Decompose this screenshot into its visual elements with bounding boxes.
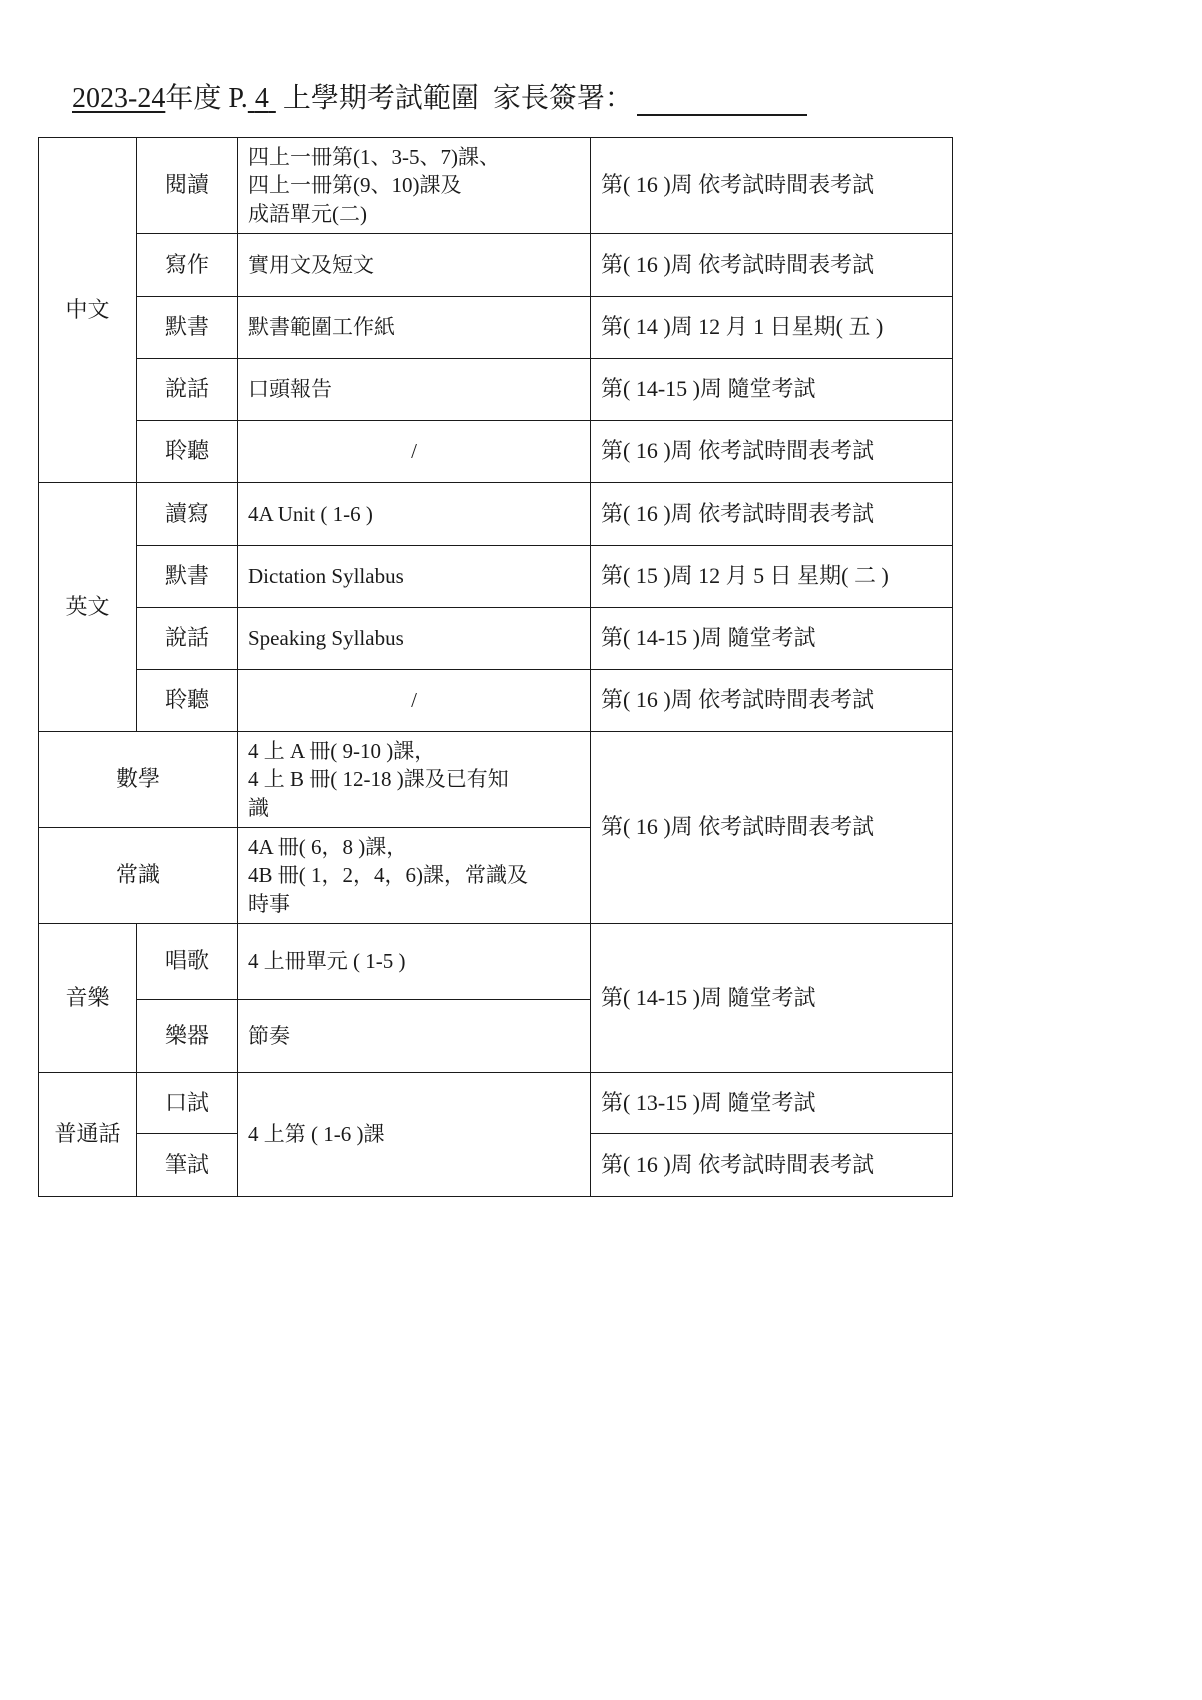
grade: 4 [254, 83, 269, 114]
time-cell: 第( 16 )周 依考試時間表考試 [591, 421, 953, 483]
sub-reading: 閱讀 [137, 138, 238, 234]
scope-cell: 4 上 A 冊( 9-10 )課， 4 上 B 冊( 12-18 )課及已有知 識 [238, 732, 591, 828]
sub-speaking: 說話 [137, 359, 238, 421]
scope-cell: 默書範圍工作紙 [238, 297, 591, 359]
sub-singing: 唱歌 [137, 924, 238, 1000]
table-row [39, 546, 953, 608]
table-row [39, 608, 953, 670]
time-cell: 第( 16 )周 依考試時間表考試 [591, 732, 953, 924]
subject-general-studies: 常識 [39, 828, 238, 924]
subject-math: 數學 [39, 732, 238, 828]
exam-title: 上學期考試範圍 [282, 83, 479, 114]
scope-cell: 節奏 [238, 1000, 591, 1073]
sub-speaking: 說話 [137, 608, 238, 670]
table-row [39, 483, 953, 546]
sub-listening: 聆聽 [137, 670, 238, 732]
table-row [39, 359, 953, 421]
table-row [39, 924, 953, 1000]
sub-instrument: 樂器 [137, 1000, 238, 1073]
table-row [39, 234, 953, 297]
scope-cell: 四上一冊第(1、3-5、7)課、 四上一冊第(9、10)課及 成語單元(二) [238, 138, 591, 234]
scope-cell: / [238, 670, 591, 732]
scope-cell: / [238, 421, 591, 483]
time-cell: 第( 16 )周 依考試時間表考試 [591, 234, 953, 297]
table-row [39, 138, 953, 234]
time-cell: 第( 16 )周 依考試時間表考試 [591, 138, 953, 234]
subject-music: 音樂 [39, 924, 137, 1073]
time-cell: 第( 16 )周 依考試時間表考試 [591, 1134, 953, 1197]
time-cell: 第( 14 )周 12 月 1 日星期( 五 ) [591, 297, 953, 359]
scope-cell: 實用文及短文 [238, 234, 591, 297]
time-cell: 第( 14-15 )周 隨堂考試 [591, 608, 953, 670]
scope-cell: Speaking Syllabus [238, 608, 591, 670]
subject-english: 英文 [39, 483, 137, 732]
sub-written: 筆試 [137, 1134, 238, 1197]
year-suffix: 年度 P. [165, 83, 248, 114]
time-cell: 第( 16 )周 依考試時間表考試 [591, 483, 953, 546]
page-title [72, 76, 807, 116]
subject-chinese: 中文 [39, 138, 137, 483]
signature-line [637, 86, 807, 116]
table-row [39, 421, 953, 483]
sub-dictation: 默書 [137, 546, 238, 608]
scope-cell: 4 上冊單元 ( 1-5 ) [238, 924, 591, 1000]
sub-dictation: 默書 [137, 297, 238, 359]
scope-cell: 4A 冊( 6，8 )課， 4B 冊( 1，2，4，6)課，常識及 時事 [238, 828, 591, 924]
table-row [39, 1073, 953, 1134]
time-cell: 第( 13-15 )周 隨堂考試 [591, 1073, 953, 1134]
time-cell: 第( 15 )周 12 月 5 日 星期( 二 ) [591, 546, 953, 608]
time-cell: 第( 14-15 )周 隨堂考試 [591, 359, 953, 421]
scope-cell: Dictation Syllabus [238, 546, 591, 608]
subject-putonghua: 普通話 [39, 1073, 137, 1197]
sub-writing: 寫作 [137, 234, 238, 297]
time-cell: 第( 14-15 )周 隨堂考試 [591, 924, 953, 1073]
table-row [39, 670, 953, 732]
sub-listening: 聆聽 [137, 421, 238, 483]
time-cell: 第( 16 )周 依考試時間表考試 [591, 670, 953, 732]
scope-cell: 4 上第 ( 1-6 )課 [238, 1073, 591, 1197]
scope-cell: 4A Unit ( 1-6 ) [238, 483, 591, 546]
sub-reading-writing: 讀寫 [137, 483, 238, 546]
table-row [39, 297, 953, 359]
signature-label: 家長簽署： [492, 83, 633, 114]
sub-oral: 口試 [137, 1073, 238, 1134]
scope-cell: 口頭報告 [238, 359, 591, 421]
exam-scope-table [38, 137, 953, 1197]
table-row [39, 732, 953, 828]
school-year: 2023-24 [72, 83, 166, 114]
